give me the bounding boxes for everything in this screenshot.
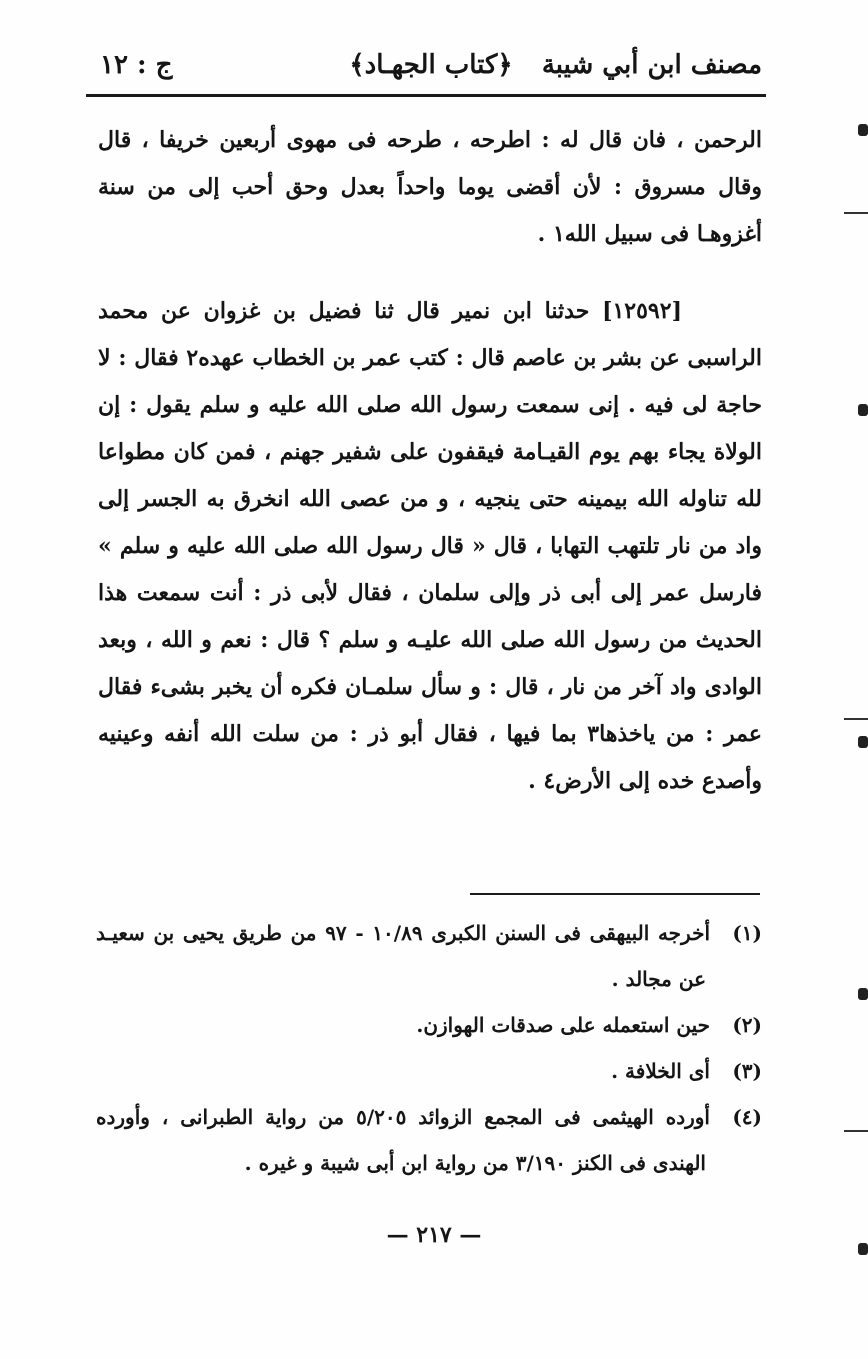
header-divider: [86, 94, 766, 97]
hadith-paragraph: [١٢٥٩٢] حدثنا ابن نمير قال ثنا فضيل بن غزوان عن محمد الراسبى عن بشر بن عاصم قال : كتب عمر بن الخطاب عهده٢ فقال : لا حاجة لى فيه . إنى سمعت رسول الله صلى الله عليه و سلم يقول : إن الولاة يجاء بهم يوم القيـامة فيقفون على شفير جهنم ، فمن كان مطواعا لله تناوله الله بيمينه حتى ينجيه ، و من عصى الله انخرق به الجسر إلى واد من نار تلتهب التهابا ، قال « قال رسول الله صلى الله عليه و سلم » فارسل عمر إلى أبى ذر وإلى سلمان ، فقال لأبى ذر : أنت سمعت هذا الحديث من رسول الله صلى الله عليـه و سلم ؟ قال : نعم و الله ، وبعد الوادى واد آخر من نار ، قال : و سأل سلمـان فكره أن يخبر بشىء فقال عمر : من ياخذها٣ بما فيها ، فقال أبو ذر : من سلت الله أنفه وعينيه وأصدع خده إلى الأرض٤ .: [98, 298, 762, 794]
scan-tick: [844, 1130, 868, 1132]
footnote-text: أورده الهيثمى فى المجمع الزوائد ٥/٢٠٥ من رواية الطبرانى ، وأورده الهندى فى الكنز ٣/١٩٠ من رواية ابن أبى شيبة و غيره .: [96, 1105, 710, 1175]
footnote-number: (٣): [732, 1059, 762, 1083]
scan-mark: [858, 1243, 868, 1255]
footnote-divider: [470, 893, 760, 895]
scan-tick: [844, 212, 868, 214]
chapter-title: ﴿كتاب الجهـاد﴾: [349, 50, 513, 80]
footnote-text: أخرجه البيهقى فى السنن الكبرى ١٠/٨٩ - ٩٧ من طريق يحيى بن سعيـد عن مجالد .: [96, 921, 710, 991]
running-header: [100, 44, 762, 90]
footnote-item: [96, 910, 762, 1002]
footnote-text: حين استعمله على صدقات الهوازن.: [416, 1013, 710, 1037]
book-title: مصنف ابن أبي شيبة: [541, 50, 762, 80]
footnote-number: (٢): [732, 1013, 762, 1037]
scan-mark: [858, 124, 868, 136]
page-number: — ٢١٧ —: [386, 1222, 482, 1248]
footnote-item: [96, 1094, 762, 1186]
scan-tick: [844, 718, 868, 720]
footnote-text: أى الخلافة .: [611, 1059, 710, 1083]
volume-number: ج : ١٢: [100, 50, 173, 80]
footnotes: [96, 910, 762, 1186]
scan-mark: [858, 404, 868, 416]
footnote-number: (٤): [732, 1105, 762, 1129]
footnote-item: [96, 1048, 762, 1094]
footnote-item: [96, 1002, 762, 1048]
footnote-number: (١): [732, 921, 762, 945]
scan-mark: [858, 988, 868, 1000]
paragraph-continuation: الرحمن ، فان قال له : اطرحه ، طرحه فى مهوى أربعين خريفا ، قال وقال مسروق : لأن أقضى يوما واحداً بعدل وحق أحب إلى من سنة أغزوهـا فى سبيل الله١ .: [98, 127, 762, 247]
scan-mark: [858, 736, 868, 748]
